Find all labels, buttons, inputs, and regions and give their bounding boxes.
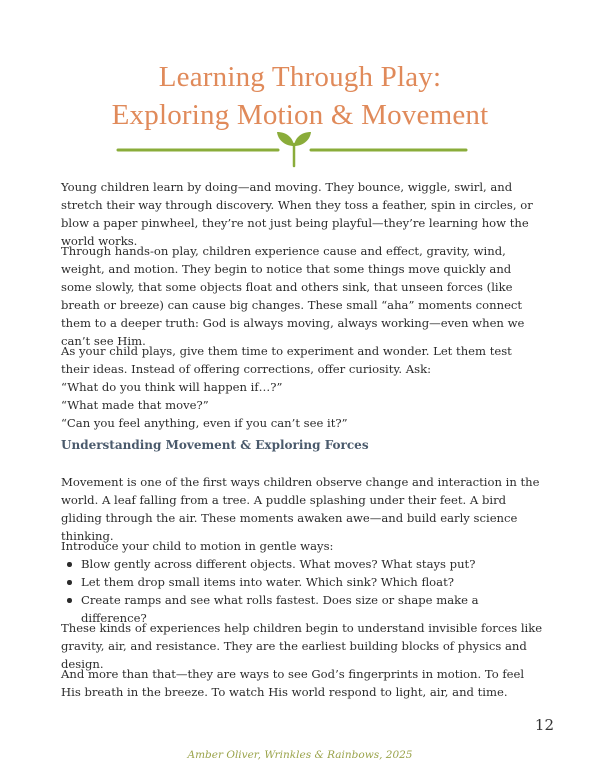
list-item: Create ramps and see what rolls fastest. Does size or shape make a difference? xyxy=(61,591,543,627)
paragraph-movement: Movement is one of the first ways children observe change and interaction in the world. A leaf falling from a tree. A puddle splashing under their feet. A bird gliding through the air. These moments awaken awe—and build early science thinking. xyxy=(61,475,540,543)
paragraph-introduce: Introduce your child to motion in gentle ways: xyxy=(61,539,334,553)
title-divider xyxy=(116,130,486,170)
paragraph-forces: These kinds of experiences help children begin to understand invisible forces like gravity, air, and resistance. They are the earliest building blocks of physics and design. xyxy=(61,621,543,671)
question-1: “What do you think will happen if…?” xyxy=(61,380,283,394)
question-3: “Can you feel anything, even if you can’t see it?” xyxy=(61,416,348,430)
paragraph-experiment: As your child plays, give them time to experiment and wonder. Let them test their ideas. Instead of offering corrections, offer curiosity. Ask: xyxy=(61,344,512,376)
paragraph-closing: And more than that—they are ways to see God’s fingerprints in motion. To feel His breath in the breeze. To watch His world respond to light, air, and time. xyxy=(61,667,525,699)
paragraph-cause-effect: Through hands-on play, children experience cause and effect, gravity, wind, weight, and motion. They begin to notice that some things move quickly and some slowly, that some objects float and others sink, that unseen forces (like breath or breeze) can cause big changes. These small “aha” moments connect them to a deeper truth: God is always moving, always working—even when we can’t see Him. xyxy=(61,244,525,348)
page-title-line-2: Exploring Motion & Movement xyxy=(111,99,489,131)
page-number: 12 xyxy=(534,716,554,734)
footer-credit: Amber Oliver, Wrinkles & Rainbows, 2025 xyxy=(187,749,413,761)
section-heading: Understanding Movement & Exploring Forces xyxy=(61,438,369,452)
list-item: Let them drop small items into water. Which sink? Which float? xyxy=(61,573,543,591)
sprout-icon xyxy=(277,132,311,166)
paragraph-intro: Young children learn by doing—and moving. They bounce, wiggle, swirl, and stretch their way through discovery. When they toss a feather, spin in circles, or blow a paper pinwheel, they’re not just being playful—they’re learning how the world works. xyxy=(61,180,533,248)
list-item: Blow gently across different objects. What moves? What stays put? xyxy=(61,555,543,573)
activity-list xyxy=(61,555,543,627)
page-title-line-1: Learning Through Play: xyxy=(158,61,442,93)
question-2: “What made that move?” xyxy=(61,398,209,412)
